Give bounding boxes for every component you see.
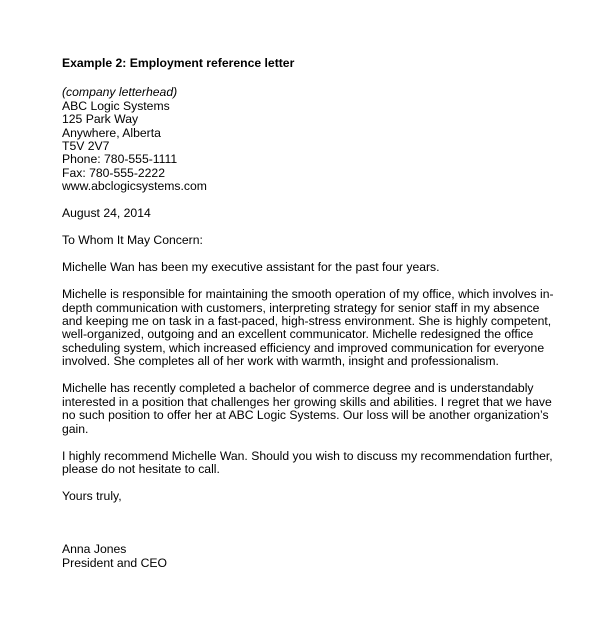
document-heading: Example 2: Employment reference letter (62, 56, 295, 70)
closing: Yours truly, (62, 488, 122, 503)
letterhead-note: (company letterhead) (62, 85, 178, 100)
salutation: To Whom It May Concern: (62, 233, 203, 248)
company-name: ABC Logic Systems (62, 98, 170, 113)
signature-name: Anna Jones (62, 542, 127, 557)
postal-code: T5V 2V7 (62, 139, 110, 154)
paragraph-recommendation: I highly recommend Michelle Wan. Should you wish to discuss my recommendation further, please do not hesitate to call. (62, 448, 553, 476)
letter-date: August 24, 2014 (62, 206, 151, 221)
company-letterhead (62, 86, 562, 193)
paragraph-education: Michelle has recently completed a bachelor of commerce degree and is understandably interested in a position that challenges her growing skills and abilities. I regret that we have no such position to offer her at ABC Logic Systems. Our loss will be another organization’s gain. (62, 381, 552, 436)
paragraph-intro: Michelle Wan has been my executive assistant for the past four years. (62, 260, 440, 275)
phone-number: Phone: 780-555-1111 (62, 152, 178, 167)
signature-title: President and CEO (62, 555, 168, 570)
letter-page (62, 57, 562, 570)
street-address: 125 Park Way (62, 112, 139, 127)
paragraph-responsibilities: Michelle is responsible for maintaining the smooth operation of my office, which involves in-depth communication with customers, interpreting strategy for senior staff in my absence and keeping me on task in a fast-paced, high-stress environment. She is highly competent, well-organized, outgoing and an excellent communicator. Michelle redesigned the office scheduling system, which increased efficiency and improved communication for everyone involved. She completes all of her work with warmth, insight and professionalism. (62, 287, 554, 369)
city-province: Anywhere, Alberta (62, 125, 161, 140)
fax-number: Fax: 780-555-2222 (62, 165, 165, 180)
company-website: www.abclogicsystems.com (62, 179, 207, 194)
